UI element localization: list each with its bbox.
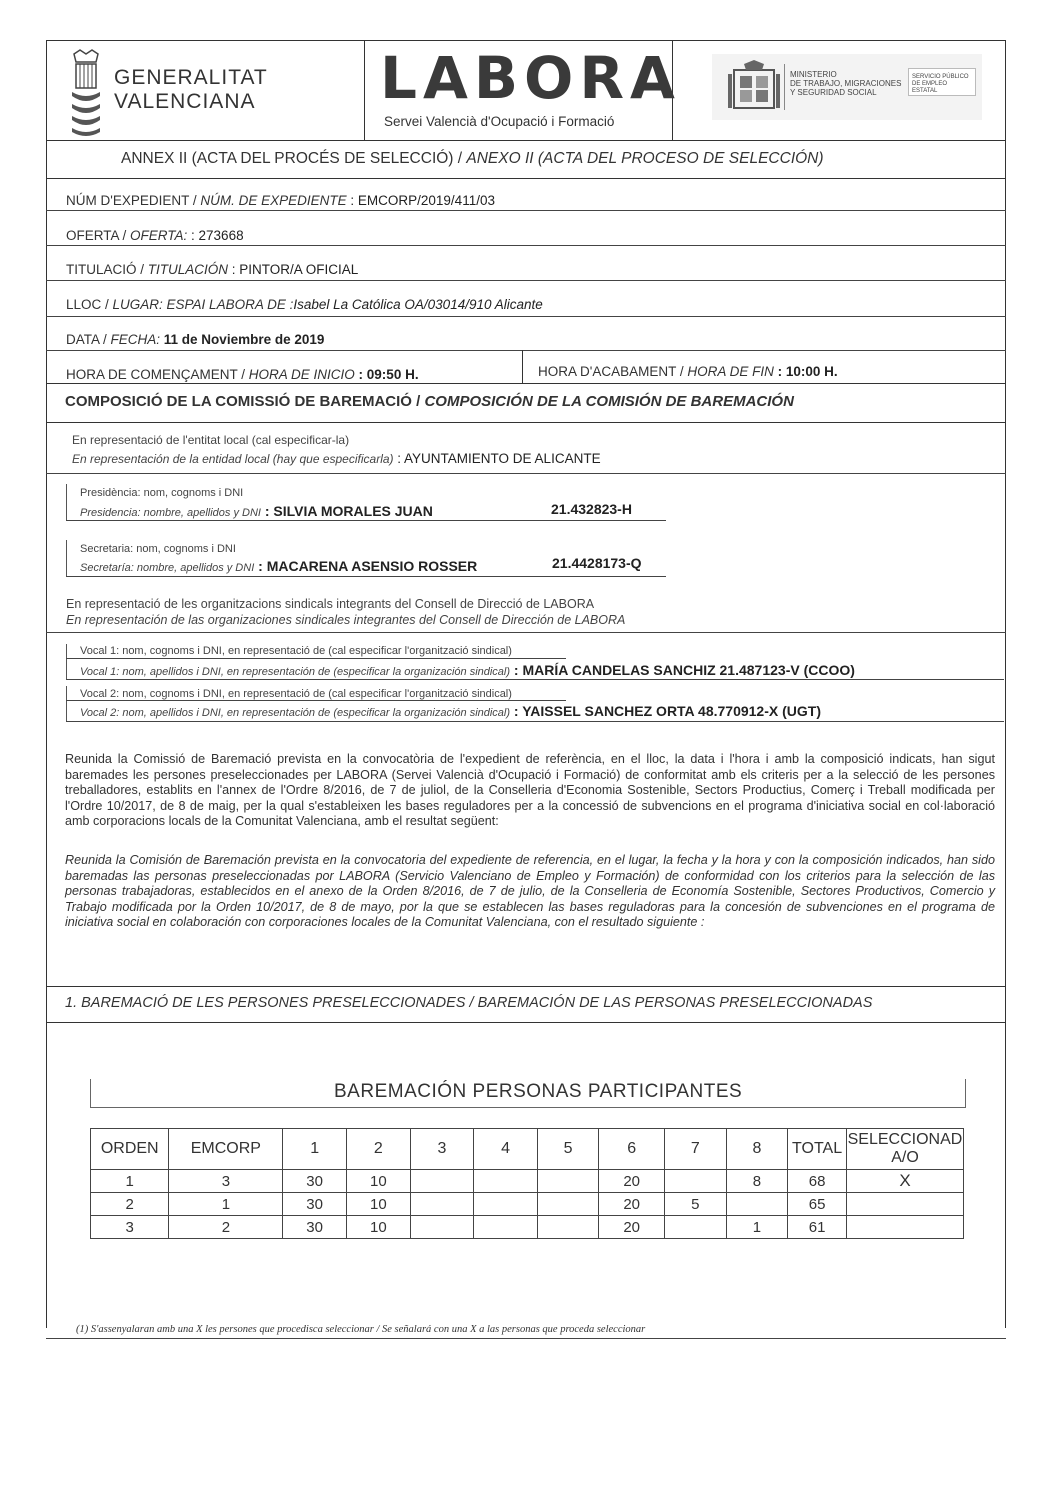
- header-criteria-1: 1: [283, 1129, 347, 1170]
- row-border: [46, 473, 1006, 474]
- composition-title-ca: COMPOSICIÓ DE LA COMISSIÓ DE BAREMACIÓ /: [65, 393, 425, 410]
- generalitat-line-1: GENERALITAT: [114, 66, 268, 89]
- ministry-line-2: DE TRABAJO, MIGRACIONES: [790, 79, 902, 88]
- oferta-value: : 273668: [187, 228, 244, 243]
- row-border: [46, 245, 1006, 246]
- oferta-label-ca: OFERTA /: [66, 228, 131, 243]
- local-row: [72, 451, 601, 466]
- cell-emcorp: 3: [169, 1170, 283, 1193]
- vocal1-row: [80, 662, 855, 678]
- composition-title-es: COMPOSICIÓN DE LA COMISIÓN DE BAREMACIÓN: [424, 393, 794, 410]
- labora-subtitle: Servei Valencià d'Ocupació i Formació: [384, 114, 615, 129]
- composition-title: [65, 393, 794, 410]
- sindicals-label-es-wrap: [66, 613, 625, 627]
- table-row: [91, 1170, 964, 1193]
- vocal1-underline: [66, 679, 1004, 680]
- cell-criteria-5: [537, 1170, 599, 1193]
- presidencia-row: [80, 503, 433, 519]
- frame-top-border: [46, 40, 1006, 41]
- vocal2-row: [80, 703, 821, 719]
- cell-total: 61: [788, 1216, 847, 1239]
- cell-criteria-3: [410, 1170, 474, 1193]
- baremacion-table: [90, 1128, 964, 1239]
- paragraph-es: Reunida la Comisión de Baremación prevista en la convocatoria del expediente de referencia, en el lugar, la fecha y la hora y con la composición indicados, han sido baremadas las personas preseleccionadas por LABORA (Servicio Valenciano de Empleo y Formación) de conformidad con los criterios para la selección de las personas trabajadoras, establecidos en el anexo de la Orden 8/2016, de 7 de julio, de la Conselleria de Economía Sostenible, Sectores Productivos, Comercio y Trabajo modificada por la Orden 10/2017, de 8 de mayo, por la que se establecen las bases reguladoras para la concesión de subvenciones en el programa de iniciativa social en colaboración con corporaciones locales de la Comunitat Valenciana, con el resultado siguiente :: [65, 853, 995, 929]
- header-divider-left: [364, 40, 365, 140]
- table-row: [91, 1216, 964, 1239]
- hora-divider: [522, 350, 523, 383]
- cell-criteria-4: [474, 1216, 538, 1239]
- cell-orden: 3: [91, 1216, 169, 1239]
- cell-criteria-5: [537, 1193, 599, 1216]
- expedient-row: [66, 193, 495, 208]
- cell-criteria-8: [726, 1193, 788, 1216]
- titulacio-label-es: TITULACIÓN: [147, 262, 229, 277]
- inici-label-es: HORA DE INICIO: [248, 367, 355, 382]
- cell-criteria-6: 20: [599, 1170, 665, 1193]
- oferta-row: [66, 228, 244, 243]
- vocal2-label-es: Vocal 2: nom, apellidos i DNI, en representación de (especificar la organización sindical): [80, 707, 511, 719]
- cell-criteria-8: 8: [726, 1170, 788, 1193]
- cell-criteria-5: [537, 1216, 599, 1239]
- table-row: [91, 1193, 964, 1216]
- fi-label-ca: HORA D'ACABAMENT /: [538, 364, 688, 379]
- expedient-value: : EMCORP/2019/411/03: [346, 193, 495, 208]
- header-bottom-border: [46, 140, 1006, 141]
- generalitat-line-2: VALENCIANA: [114, 90, 256, 113]
- presidencia-dni: 21.432823-H: [551, 501, 632, 517]
- inici-value: : 09:50 H.: [354, 367, 419, 382]
- lloc-row: [66, 297, 543, 312]
- ministry-name: [790, 70, 901, 97]
- paragraph-ca: Reunida la Comissió de Baremació prevista en la convocatòria de l'expedient de referència, en el lloc, la data i l'hora i amb la composició indicats, han sigut baremades les persones preseleccionades per LABORA (Servei Valencià d'Ocupació i Formació) de conformitat amb els criteris per a la selecció de les persones treballadores, establits en l'annex de l'Ordre 8/2016, de 7 de juliol, de la Conselleria d'Economia Sostenible, Sectors Productius, Comerç i Treball modificada per l'Ordre 10/2017, de 8 de maig, per la qual s'estableixen les bases reguladores per a la concessió de subvencions en el programa d'iniciativa social en col·laboració amb corporacions locals de la Comunitat Valenciana, amb el resultat següent:: [65, 752, 995, 828]
- secretaria-underline: [66, 576, 666, 577]
- footnote-underline: [46, 1338, 1006, 1339]
- cell-total: 65: [788, 1193, 847, 1216]
- vocal1-label-ca: Vocal 1: nom, cognoms i DNI, en representació de (cal especificar l'organització sindical): [80, 645, 512, 657]
- titulacio-value: : PINTOR/A OFICIAL: [228, 262, 359, 277]
- cell-criteria-2: 10: [347, 1170, 411, 1193]
- footnote: (1) S'assenyalaran amb una X les persones que procedisca seleccionar / Se señalará con una X a las personas que proceda seleccionar: [76, 1324, 646, 1335]
- section1-bottom-border: [46, 1022, 1006, 1023]
- header-criteria-8: 8: [726, 1129, 788, 1170]
- titulacio-label-ca: TITULACIÓ /: [66, 262, 148, 277]
- table-title: BAREMACIÓN PERSONAS PARTICIPANTES: [334, 1081, 743, 1102]
- generalitat-name: [114, 66, 268, 114]
- cell-criteria-4: [474, 1193, 538, 1216]
- cell-criteria-7: [665, 1170, 727, 1193]
- header-orden: ORDEN: [91, 1129, 169, 1170]
- annex-title-border: [46, 178, 1006, 179]
- cell-criteria-1: 30: [283, 1170, 347, 1193]
- local-label-ca: En representació de l'entitat local (cal especificar-la): [72, 433, 350, 447]
- sindicals-label-ca: En representació de les organitzacions sindicals integrants del Consell de Direcció de LABORA: [66, 597, 595, 611]
- cell-criteria-6: 20: [599, 1216, 665, 1239]
- annex-title-es: ANEXO II (ACTA DEL PROCESO DE SELECCIÓN): [466, 150, 824, 167]
- oferta-label-es: OFERTA:: [130, 228, 188, 243]
- ministry-line-1: MINISTERIO: [790, 70, 837, 79]
- sepe-line-2: DE EMPLEO ESTATAL: [912, 81, 948, 94]
- section1-top-border: [46, 986, 1006, 987]
- expedient-label-ca: NÚM D'EXPEDIENT /: [66, 193, 201, 208]
- row-border: [46, 632, 1006, 633]
- fi-label-es: HORA DE FIN: [687, 364, 774, 379]
- header-criteria-7: 7: [665, 1129, 727, 1170]
- hora-inici-row: [66, 367, 419, 382]
- presidencia-name: : SILVIA MORALES JUAN: [260, 503, 433, 519]
- cell-criteria-6: 20: [599, 1193, 665, 1216]
- lloc-label-ca: LLOC /: [66, 297, 113, 312]
- cell-orden: 2: [91, 1193, 169, 1216]
- table-header-row: [91, 1129, 964, 1170]
- cell-criteria-1: 30: [283, 1216, 347, 1239]
- annex-title-ca: ANNEX II (ACTA DEL PROCÉS DE SELECCIÓ) /: [121, 150, 467, 167]
- cell-emcorp: 2: [169, 1216, 283, 1239]
- annex-title: [121, 150, 824, 168]
- vocal2-underline: [66, 721, 1004, 722]
- data-label-ca: DATA /: [66, 332, 111, 347]
- secretaria-row: [80, 558, 477, 574]
- expedient-label-es: NÚM. DE EXPEDIENTE: [200, 193, 347, 208]
- cell-orden: 1: [91, 1170, 169, 1193]
- presidencia-underline: [66, 520, 666, 521]
- cell-seleccionada: [846, 1193, 963, 1216]
- ministry-line-3: Y SEGURIDAD SOCIAL: [790, 88, 877, 97]
- vocal2-midline: [66, 700, 566, 701]
- inici-label-ca: HORA DE COMENÇAMENT /: [66, 367, 249, 382]
- header-criteria-6: 6: [599, 1129, 665, 1170]
- cell-criteria-2: 10: [347, 1216, 411, 1239]
- row-border: [46, 350, 1006, 351]
- sindicals-label-es: En representación de las organizaciones sindicales integrantes del Consell de Dirección de LABORA: [66, 613, 626, 627]
- row-border: [46, 383, 1006, 384]
- cell-seleccionada: [846, 1216, 963, 1239]
- header-criteria-2: 2: [347, 1129, 411, 1170]
- cell-criteria-4: [474, 1170, 538, 1193]
- local-value: : AYUNTAMIENTO DE ALICANTE: [393, 451, 601, 466]
- cell-criteria-3: [410, 1216, 474, 1239]
- lloc-value: Isabel La Católica OA/03014/910 Alicante: [293, 297, 543, 312]
- secretaria-dni: 21.4428173-Q: [552, 555, 642, 571]
- header-emcorp: EMCORP: [169, 1129, 283, 1170]
- generalitat-logo: [66, 48, 106, 140]
- cell-criteria-1: 30: [283, 1193, 347, 1216]
- header-criteria-3: 3: [410, 1129, 474, 1170]
- vocal1-label-es: Vocal 1: nom, apellidos i DNI, en representación de (especificar la organización sindical): [80, 666, 511, 678]
- ministry-logo: [712, 54, 982, 120]
- header-seleccionada: SELECCIONAD A/O: [846, 1129, 963, 1170]
- local-label-es: En representación de la entidad local (hay que especificarla): [72, 452, 394, 466]
- presidencia-label-ca: Presidència: nom, cognoms i DNI: [80, 487, 244, 499]
- cell-criteria-3: [410, 1193, 474, 1216]
- row-border: [46, 210, 1006, 211]
- secretaria-label-ca: Secretaria: nom, cognoms i DNI: [80, 543, 236, 555]
- cell-criteria-7: [665, 1216, 727, 1239]
- secretaria-label-es: Secretaría: nombre, apellidos y DNI: [80, 562, 255, 574]
- labora-logo: LABORA: [380, 44, 681, 112]
- cell-criteria-2: 10: [347, 1193, 411, 1216]
- table-body: [91, 1170, 964, 1239]
- vocal1-midline: [66, 658, 566, 659]
- secretaria-name: : MACARENA ASENSIO ROSSER: [254, 558, 478, 574]
- hora-fi-row: [538, 364, 838, 379]
- data-label-es: FECHA:: [110, 332, 161, 347]
- cell-seleccionada: X: [846, 1170, 963, 1193]
- header-criteria-4: 4: [474, 1129, 538, 1170]
- sepe-logo: [908, 68, 976, 96]
- vocal2-label-ca: Vocal 2: nom, cognoms i DNI, en representació de (cal especificar l'organització sindical): [80, 688, 512, 700]
- ministry-divider: [784, 64, 785, 110]
- sepe-line-1: SERVICIO PÚBLICO: [912, 74, 969, 80]
- cell-emcorp: 1: [169, 1193, 283, 1216]
- lloc-label-es: LUGAR: ESPAI LABORA DE :: [112, 297, 294, 312]
- header-criteria-5: 5: [537, 1129, 599, 1170]
- spain-coat-of-arms-icon: [726, 60, 782, 116]
- composition-title-border: [46, 422, 1006, 423]
- cell-criteria-8: 1: [726, 1216, 788, 1239]
- header-total: TOTAL: [788, 1129, 847, 1170]
- titulacio-row: [66, 262, 358, 277]
- vocal1-value: : MARÍA CANDELAS SANCHIZ 21.487123-V (CCOO): [510, 662, 855, 678]
- section1-title: 1. BAREMACIÓ DE LES PERSONES PRESELECCIONADES / BAREMACIÓN DE LAS PERSONAS PRESELECCIONADAS: [65, 995, 873, 1011]
- row-border: [46, 316, 1006, 317]
- row-border: [46, 280, 1006, 281]
- vocal2-value: : YAISSEL SANCHEZ ORTA 48.770912-X (UGT): [510, 703, 821, 719]
- cell-criteria-7: 5: [665, 1193, 727, 1216]
- data-value: 11 de Noviembre de 2019: [160, 332, 325, 347]
- cell-total: 68: [788, 1170, 847, 1193]
- fi-value: : 10:00 H.: [773, 364, 838, 379]
- presidencia-label-es: Presidencia: nombre, apellidos y DNI: [80, 507, 261, 519]
- data-row: [66, 332, 324, 347]
